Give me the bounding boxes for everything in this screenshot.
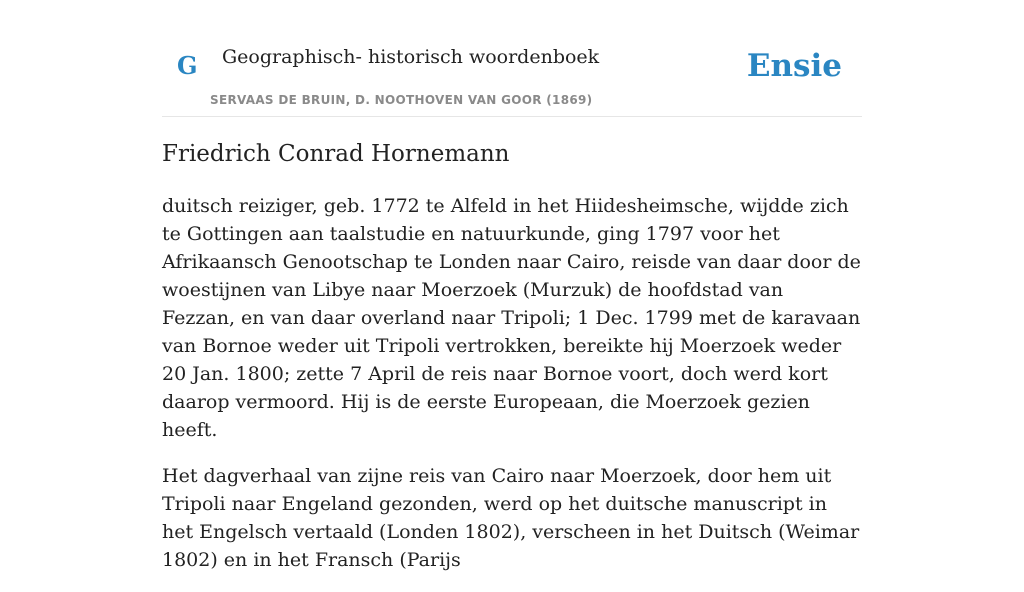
entry-title: Friedrich Conrad Hornemann [162, 141, 510, 167]
entry-paragraph-1: duitsch reiziger, geb. 1772 te Alfeld in het Hiidesheimsche, wijdde zich te Gottingen aan taalstudie en natuurkunde, ging 1797 voor het Afrikaansch Genootschap te Londen naar Cairo, reisde van daar door de woestijnen van Libye naar Moerzoek (Murzuk) de hoofdstad van Fezzan, en van daar overland naar Tripoli; 1 Dec. 1799 met de karavaan van Bornoe weder uit Tripoli vertrokken, bereikte hij Moerzoek weder 20 Jan. 1800; zette 7 April de reis naar Bornoe voort, doch werd kort daarop vermoord. Hij is de eerste Europeaan, die Moerzoek gezien heeft. [162, 195, 861, 442]
work-title[interactable]: Geographisch- historisch woordenboek [222, 46, 600, 68]
entry-content [162, 138, 862, 592]
ensie-logo[interactable]: Ensie [746, 48, 842, 84]
work-author: SERVAAS DE BRUIN, D. NOOTHOVEN VAN GOOR (1869) [210, 93, 593, 107]
entry-paragraph-2: Het dagverhaal van zijne reis van Cairo naar Moerzoek, door hem uit Tripoli naar Engeland gezonden, werd op het duitsche manuscript in het Engelsch vertaald (Londen 1802), verscheen in het Duitsch (Weimar 1802) en in het Fransch (Parijs [162, 465, 860, 572]
work-logo-icon[interactable]: G [177, 51, 198, 80]
header [162, 0, 862, 117]
